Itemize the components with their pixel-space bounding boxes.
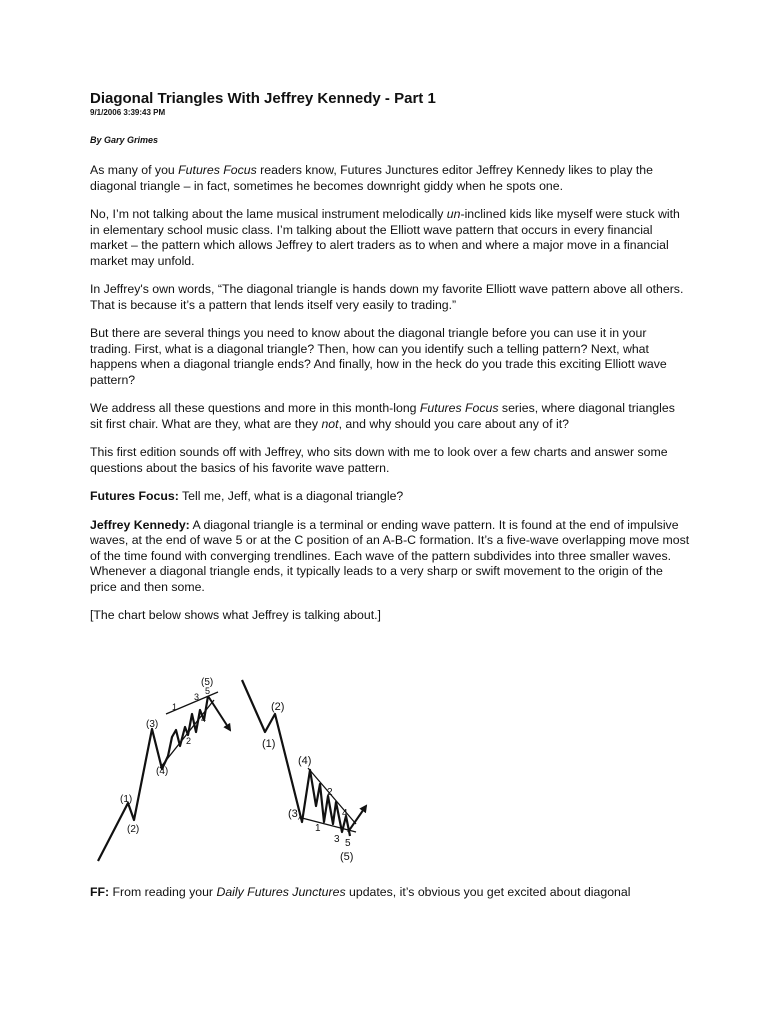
speaker-ff: FF:: [90, 885, 110, 899]
paragraph-2-text-end: -inclined kids like myself were stuck with in elementary school music class. I’m talking about the Elliott wave pattern that occurs in every financial market – the pattern which allows Jeffrey to alert traders as to when and where a major move in a financial market may unfold.: [90, 207, 680, 268]
bull-label-wave-3: (3): [146, 719, 159, 730]
bear-label-sub-4: 4: [342, 808, 348, 819]
bullish-lower-trendline: [160, 700, 214, 768]
bull-label-sub-2: 2: [186, 736, 192, 746]
article-timestamp: 9/1/2006 3:39:43 PM: [90, 108, 166, 117]
elliott-wave-diagram: [90, 672, 390, 867]
speaker-futures-focus: Futures Focus:: [90, 489, 179, 503]
paragraph-5-text-middle: series, where diagonal triangles sit first chair. What are they, what are they: [90, 401, 675, 431]
diagonal-triangle-diagram-svg: [90, 672, 390, 867]
paragraph-1-text: As many of you: [90, 163, 179, 177]
paragraph-10-text-end: updates, it’s obvious you get excited about diagonal: [345, 885, 631, 899]
paragraph-1-italic: Futures Focus: [178, 163, 257, 177]
paragraph-5-text-end: , and why should you care about any of it?: [338, 416, 569, 431]
paragraph-8-text: A diagonal triangle is a terminal or ending wave pattern. It is found at the end of impulsive waves, at the end of wave 5 or at the C position of an A-B-C formation. It’s a five-wave overlapping move most of the time found with converging trendlines. Each wave of the pattern subdivides into three smaller waves. Whenever a diagonal triangle ends, it typically leads to a very sharp or swift movement to the origin of the price and then some.: [90, 517, 690, 594]
bull-label-sub-4: 4: [201, 714, 207, 724]
bear-label-wave-5: (5): [340, 851, 354, 863]
bull-label-sub-5: 5: [205, 686, 211, 696]
paragraph-1: [90, 163, 690, 194]
paragraph-2-italic: un: [446, 207, 461, 221]
bull-label-wave-1: (1): [120, 794, 133, 805]
bear-label-wave-4: (4): [298, 755, 312, 767]
paragraph-10-text: From reading your: [109, 885, 217, 899]
bullish-diagonal-pattern: [98, 677, 230, 861]
paragraph-8: [90, 518, 690, 596]
bear-label-wave-3: (3): [288, 808, 302, 820]
paragraph-5-italic-series: Futures Focus: [419, 401, 499, 415]
bear-label-wave-2: (2): [271, 701, 285, 713]
bullish-reversal-arrow: [208, 696, 230, 730]
article-byline: By Gary Grimes: [90, 135, 159, 145]
bull-label-wave-5: (5): [201, 677, 214, 688]
article-body: [90, 163, 690, 637]
bear-label-sub-2: 2: [327, 787, 333, 798]
paragraph-2-text: No, I’m not talking about the lame musical instrument melodically: [90, 207, 447, 221]
paragraph-10: [90, 885, 690, 900]
bear-label-sub-1: 1: [315, 823, 321, 834]
paragraph-6: This first edition sounds off with Jeffrey, who sits down with me to look over a few charts and answer some questions about the basics of his favorite wave pattern.: [90, 445, 668, 475]
bear-label-sub-3: 3: [334, 834, 340, 845]
paragraph-7: [90, 489, 690, 505]
article-title: Diagonal Triangles With Jeffrey Kennedy - Part 1: [90, 90, 436, 107]
paragraph-2: [90, 207, 690, 269]
paragraph-5: [90, 401, 690, 432]
speaker-jeffrey-kennedy: Jeffrey Kennedy:: [90, 517, 190, 532]
paragraph-5-text: We address all these questions and more in this month-long: [90, 401, 420, 415]
bull-label-sub-1: 1: [172, 702, 178, 712]
bear-label-sub-5: 5: [345, 838, 351, 849]
paragraph-4: But there are several things you need to know about the diagonal triangle before you can use it in your trading. First, what is a diagonal triangle? Then, how can you identify such a telling pattern? Next, what happens when a diagonal triangle ends? And finally, how in the heck do you trade this exciting Elliott wave pattern?: [90, 326, 667, 387]
paragraph-5-italic-not: not: [321, 416, 339, 431]
bearish-reversal-arrow: [348, 806, 366, 832]
paragraph-7-text: Tell me, Jeff, what is a diagonal triangle?: [178, 489, 404, 503]
bull-label-wave-4: (4): [156, 766, 169, 777]
bear-label-wave-1: (1): [262, 738, 276, 750]
bull-label-sub-3: 3: [194, 692, 200, 702]
bull-label-wave-2: (2): [127, 824, 140, 835]
paragraph-9: [The chart below shows what Jeffrey is talking about.]: [90, 608, 381, 622]
bearish-diagonal-pattern: [242, 680, 366, 863]
paragraph-10-italic: Daily Futures Junctures: [216, 885, 346, 899]
paragraph-3: In Jeffrey's own words, “The diagonal triangle is hands down my favorite Elliott wave pattern above all others. That is because it’s a pattern that lends itself very easily to trading.”: [90, 282, 684, 312]
paragraph-1-text-end: readers know, Futures Junctures editor Jeffrey Kennedy likes to play the diagonal triangle – in fact, sometimes he becomes downright giddy when he spots one.: [90, 163, 653, 193]
